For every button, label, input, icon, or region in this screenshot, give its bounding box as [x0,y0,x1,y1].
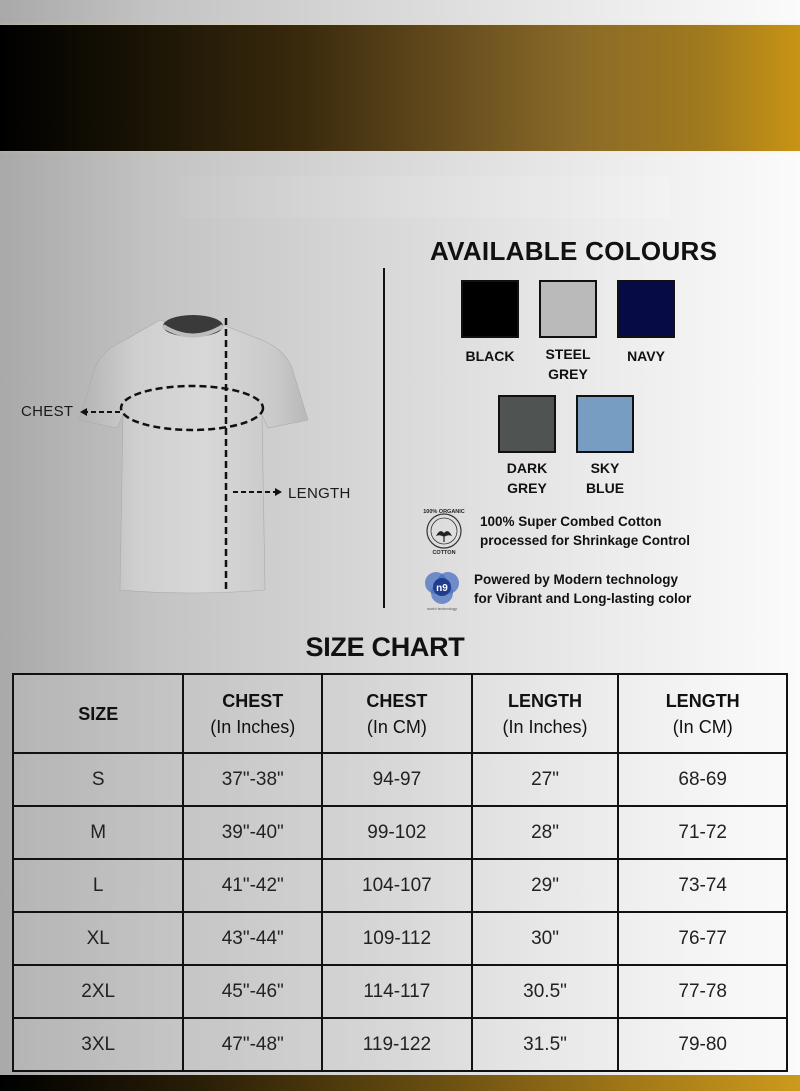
svg-text:COTTON: COTTON [432,550,456,556]
colour-label: SKY BLUE [585,460,625,496]
colour-label: DARK GREY [506,460,548,496]
table-header-row [13,674,787,753]
length-measure-label: LENGTH [288,485,351,502]
cell-size: S [13,753,183,806]
cell-length-inches: 28" [472,806,619,859]
cell-length-cm: 77-78 [618,965,787,1018]
cell-chest-inches: 47"-48" [183,1018,322,1071]
colour-swatch [498,395,556,453]
cell-length-cm: 73-74 [618,859,787,912]
cell-size: M [13,806,183,859]
size-chart-table [12,673,788,1072]
colour-option-dark-grey[interactable] [487,395,567,498]
colour-swatch [576,395,634,453]
cell-length-inches: 30.5" [472,965,619,1018]
colour-swatch [461,280,519,338]
tshirt-diagram [0,0,380,610]
cell-length-inches: 27" [472,753,619,806]
cell-size: L [13,859,183,912]
vertical-divider [383,268,385,608]
colour-option-black[interactable] [450,280,530,366]
cell-chest-cm: 104-107 [322,859,472,912]
cell-chest-inches: 37"-38" [183,753,322,806]
bottom-gradient-banner [0,1075,800,1091]
table-row [13,912,787,965]
feature-n9-technology [420,565,691,613]
table-row [13,753,787,806]
header-chest-inches: CHEST (In Inches) [183,674,322,753]
colour-swatch [617,280,675,338]
available-colours-title: AVAILABLE COLOURS [430,236,718,266]
n9-technology-badge-icon [420,565,468,613]
header-chest-cm: CHEST (In CM) [322,674,472,753]
organic-cotton-badge-icon [420,506,472,556]
table-row [13,859,787,912]
cell-chest-inches: 39"-40" [183,806,322,859]
feature-organic-cotton [420,506,690,556]
chest-measure-label: CHEST [21,403,74,420]
header-length-inches: LENGTH (In Inches) [472,674,619,753]
svg-text:n9: n9 [436,583,448,594]
colour-swatch [539,280,597,338]
colour-label: STEEL GREY [545,346,591,382]
cell-length-inches: 29" [472,859,619,912]
cell-length-cm: 76-77 [618,912,787,965]
cell-chest-cm: 114-117 [322,965,472,1018]
colour-option-navy[interactable] [606,280,686,366]
cell-length-cm: 68-69 [618,753,787,806]
feature-text: 100% Super Combed Cotton processed for Shrinkage Control [480,514,691,548]
cell-chest-inches: 43"-44" [183,912,322,965]
cell-size: 3XL [13,1018,183,1071]
cell-chest-cm: 119-122 [322,1018,472,1071]
table-row [13,806,787,859]
colour-option-steel-grey[interactable] [528,280,608,384]
feature-text: Powered by Modern technology for Vibrant and Long-lasting color [474,572,692,606]
cell-chest-inches: 41"-42" [183,859,322,912]
cell-length-inches: 31.5" [472,1018,619,1071]
cell-chest-inches: 45"-46" [183,965,322,1018]
table-row [13,965,787,1018]
colour-label: NAVY [627,348,665,364]
colour-label: BLACK [465,348,515,364]
svg-text:100% ORGANIC: 100% ORGANIC [423,509,465,515]
table-row [13,1018,787,1071]
cell-chest-cm: 109-112 [322,912,472,965]
size-chart-title: SIZE CHART [305,632,465,662]
cell-size: 2XL [13,965,183,1018]
header-length-cm: LENGTH (In CM) [618,674,787,753]
cell-chest-cm: 94-97 [322,753,472,806]
cell-length-cm: 71-72 [618,806,787,859]
colour-option-sky-blue[interactable] [565,395,645,498]
cell-length-inches: 30" [472,912,619,965]
cell-size: XL [13,912,183,965]
cell-chest-cm: 99-102 [322,806,472,859]
cell-length-cm: 79-80 [618,1018,787,1071]
svg-text:world technology: world technology [426,606,458,611]
header-size: SIZE [13,674,183,753]
